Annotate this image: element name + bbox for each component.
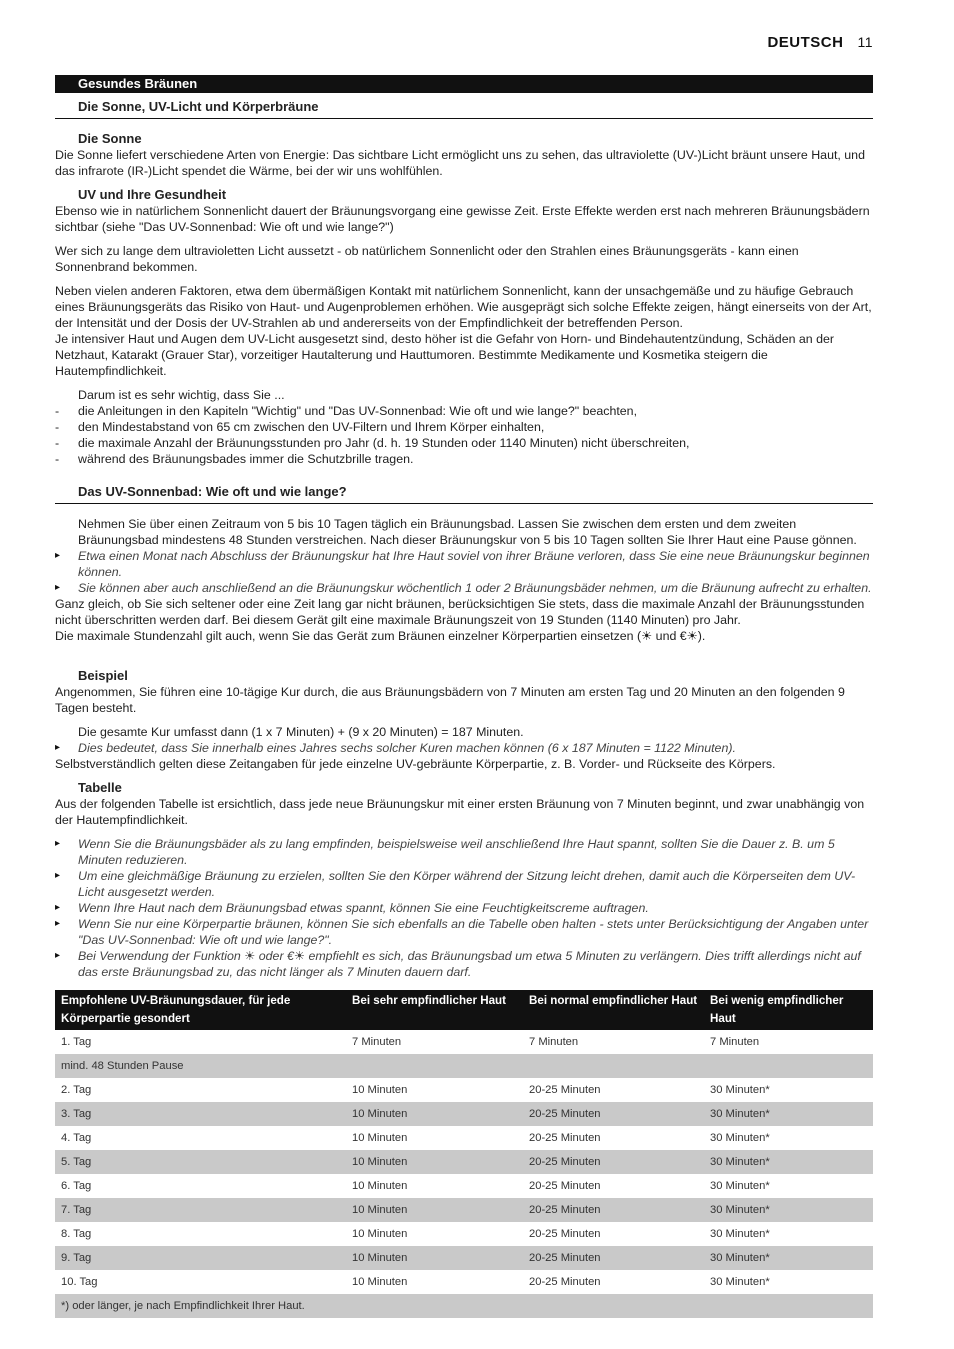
list-item: - die maximale Anzahl der Bräunungsstunden pro Jahr (d. h. 19 Stunden oder 1140 Minuten) nicht überschreiten, [55, 435, 873, 451]
table-intro-paragraph: Aus der folgenden Tabelle ist ersichtlich, dass jede neue Bräunungskur mit einer ersten Bräunung von 7 Minuten beginnt, und zwar unabhängig von der Hautempfindlichkeit. [55, 797, 865, 827]
table-row: 2. Tag 10 Minuten 20-25 Minuten 30 Minuten* [61, 1084, 770, 1096]
uv-paragraph-1: Ebenso wie in natürlichem Sonnenlicht dauert der Bräunungsvorgang eine gewisse Zeit. Erste Effekte werden erst nach mehreren Bräunungsbädern sichtbar (siehe "Das UV-Sonnenbad: Wie oft und wie lange?") [55, 204, 870, 234]
table-bullet: ▸ Um eine gleichmäßige Bräunung zu erzielen, sollten Sie den Körper während der Sitzung leicht drehen, damit auch die Körperseiten dem UV-Licht ausgesetzt werden. [55, 868, 873, 900]
uv-bath-block [55, 516, 873, 644]
page-number: 11 [857, 34, 873, 50]
example-paragraph-1: Angenommen, Sie führen eine 10-tägige Kur durch, die aus Bräunungsbädern von 7 Minuten am ersten Tag und 20 Minuten an den folgenden 9 Tagen besteht. [55, 685, 845, 715]
table-intro-block [55, 780, 873, 980]
table-row: 5. Tag 10 Minuten 20-25 Minuten 30 Minuten* [55, 1150, 873, 1174]
uv-paragraph-4: Je intensiver Haut und Augen dem UV-Licht ausgesetzt sind, desto höher ist die Gefahr von Horn- und Bindehautentzündung, Schäden an der Netzhaut, Katarakt (Grauer Star), vorzeitiger Hautalterung und Hauttumoren. Bestimmte Medikamente und Kosmetika steigern die Hautempfindlichkeit. [55, 332, 835, 378]
uv-list-intro: Darum ist es sehr wichtig, dass Sie ... [78, 388, 285, 402]
table-bullet: ▸ Wenn Sie die Bräunungsbäder als zu lang empfinden, beispielsweise weil anschließend Ihre Haut spannt, sollten Sie die Dauer z. B. um 5 Minuten reduzieren. [55, 836, 873, 868]
language-label: DEUTSCH [767, 34, 844, 51]
sun-heading: Die Sonne [78, 131, 142, 146]
heading-uv-bath: Das UV-Sonnenbad: Wie oft und wie lange? [55, 484, 873, 504]
sun-text: Die Sonne liefert verschiedene Arten von Energie: Das sichtbare Licht ermöglicht uns zu sehen, das ultraviolette (UV-)Licht bräunt unsere Haut, und das infrarote (IR-)Licht spendet die Wärme, bei der wir uns wohlfühlen. [55, 148, 865, 178]
table-row: 1. Tag 7 Minuten 7 Minuten 7 Minuten [61, 1036, 760, 1048]
bath-paragraph-3: Die maximale Stundenzahl gilt auch, wenn Sie das Gerät zum Bräunen einzelner Körperpartien einsetzen (☀ und €☀). [55, 629, 706, 643]
column-header: Bei wenig empfindlicher Haut [704, 990, 873, 1030]
column-header: Bei normal empfindlicher Haut [523, 990, 704, 1030]
table-row: 6. Tag 10 Minuten 20-25 Minuten 30 Minuten* [61, 1180, 770, 1192]
table-pause-row: mind. 48 Stunden Pause [55, 1054, 873, 1078]
section-title: Gesundes Bräunen [78, 76, 198, 91]
example-paragraph-2: Die gesamte Kur umfasst dann (1 x 7 Minuten) + (9 x 20 Minuten) = 187 Minuten. [78, 725, 524, 739]
example-block [55, 668, 873, 772]
table-row: 9. Tag 10 Minuten 20-25 Minuten 30 Minuten* [55, 1246, 873, 1270]
table-row: 8. Tag 10 Minuten 20-25 Minuten 30 Minuten* [61, 1228, 770, 1240]
table-row: 4. Tag 10 Minuten 20-25 Minuten 30 Minuten* [61, 1132, 770, 1144]
uv-health-block [55, 187, 873, 467]
table-header-row [55, 990, 873, 1030]
bath-bullet: ▸ Etwa einen Monat nach Abschluss der Bräunungskur hat Ihre Haut soviel von ihrer Bräune verloren, dass Sie eine neue Bräunungskur beginnen können. [55, 548, 873, 580]
table-row: 10. Tag 10 Minuten 20-25 Minuten 30 Minuten* [61, 1276, 770, 1288]
list-item: - während des Bräunungsbades immer die Schutzbrille tragen. [55, 451, 873, 467]
table-row: 3. Tag 10 Minuten 20-25 Minuten 30 Minuten* [55, 1102, 873, 1126]
list-item: - die Anleitungen in den Kapiteln "Wichtig" und "Das UV-Sonnenbad: Wie oft und wie lange?" beachten, [55, 403, 873, 419]
list-item: - den Mindestabstand von 65 cm zwischen den UV-Filtern und Ihrem Körper einhalten, [55, 419, 873, 435]
sun-block [55, 131, 873, 179]
page-header [767, 34, 873, 51]
example-bullet: ▸ Dies bedeutet, dass Sie innerhalb eines Jahres sechs solcher Kuren machen können (6 x 187 Minuten = 1122 Minuten). [55, 740, 873, 756]
example-heading: Beispiel [78, 668, 128, 683]
table-heading: Tabelle [78, 780, 122, 795]
example-paragraph-3: Selbstverständlich gelten diese Zeitangaben für jede einzelne UV-gebräunte Körperpartie, z. B. Vorder- und Rückseite des Körpers. [55, 757, 776, 771]
uv-paragraph-3: Neben vielen anderen Faktoren, etwa dem übermäßigen Kontakt mit natürlichem Sonnenlicht, kann der unsachgemäße und zu häufige Gebrauch eines Bräunungsgeräts das Risiko von Haut- und Augenproblemen erhöhen. Wie ausgeprägt sich solche Effekte zeigen, hängt einerseits von der Art, der Intensität und der Dosis der UV-Strahlen ab und andererseits von der Empfindlichkeit der betreffenden Person. [55, 284, 872, 330]
uv-paragraph-2: Wer sich zu lange dem ultravioletten Licht aussetzt - ob natürlichem Sonnenlicht oder den Strahlen eines Bräunungsgeräts - kann einen Sonnenbrand bekommen. [55, 244, 799, 274]
bath-paragraph-1: Nehmen Sie über einen Zeitraum von 5 bis 10 Tagen täglich ein Bräunungsbad. Lassen Sie zwischen dem ersten und dem zweiten Bräunungsbad mindestens 48 Stunden verstreichen. Nach dieser Bräunungskur von 5 bis 10 Tagen sollten Sie Ihrer Haut eine Pause gönnen. [78, 517, 857, 547]
table-footnote-row: *) oder länger, je nach Empfindlichkeit Ihrer Haut. [55, 1294, 873, 1318]
section-title-bar [55, 75, 873, 93]
table-bullet: ▸ Bei Verwendung der Funktion ☀ oder €☀ empfiehlt es sich, das Bräunungsbad um etwa 5 Minuten zu verlängern. Dies trifft allerdings nicht auf das erste Bräunungsbad zu, das nicht länger als 7 Minuten dauern darf. [55, 948, 873, 980]
table-bullet: ▸ Wenn Sie nur eine Körperpartie bräunen, können Sie sich ebenfalls an die Tabelle oben halten - stets unter Berücksichtigung der Angaben unter "Das UV-Sonnenbad: Wie oft und wie lange?". [55, 916, 873, 948]
table-bullet: ▸ Wenn Ihre Haut nach dem Bräunungsbad etwas spannt, können Sie eine Feuchtigkeitscreme auftragen. [55, 900, 873, 916]
column-header: Empfohlene UV-Bräunungsdauer, für jede Körperpartie gesondert [55, 990, 346, 1030]
heading-sun-uv: Die Sonne, UV-Licht und Körperbräune [55, 99, 873, 119]
tanning-table [55, 990, 873, 1318]
column-header: Bei sehr empfindlicher Haut [346, 990, 523, 1030]
bath-bullet: ▸ Sie können aber auch anschließend an die Bräunungskur wöchentlich 1 oder 2 Bräunungsbäder nehmen, um die Bräunung aufrecht zu erhalten. [55, 580, 873, 596]
table-row: 7. Tag 10 Minuten 20-25 Minuten 30 Minuten* [55, 1198, 873, 1222]
bath-paragraph-2: Ganz gleich, ob Sie sich seltener oder eine Zeit lang gar nicht bräunen, berücksichtigen Sie stets, dass die maximale Anzahl der Bräunungsstunden nicht überschritten werden darf. Bei diesem Gerät gilt eine maximale Bräunungszeit von 19 Stunden (1140 Minuten) pro Jahr. [55, 597, 865, 627]
uv-heading: UV und Ihre Gesundheit [78, 187, 227, 202]
